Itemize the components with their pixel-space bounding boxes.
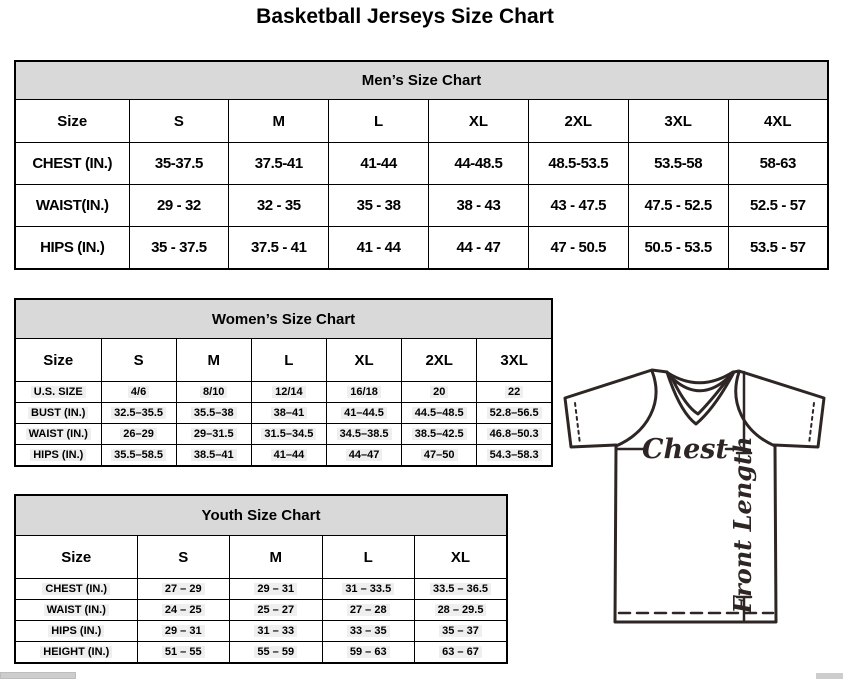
table-row (15, 382, 552, 403)
size-value-cell-text: 37.5 - 41 (250, 239, 307, 256)
row-label-text: WAIST (IN.) (26, 428, 91, 440)
size-value-cell (326, 445, 401, 467)
womens-size-table (14, 298, 553, 467)
chest-label: Chest (642, 434, 728, 465)
size-value-cell-text: 55 – 59 (254, 646, 297, 658)
womens-size-chart-section (14, 298, 553, 467)
size-value-cell (528, 227, 628, 270)
section-title (15, 495, 507, 536)
size-value-cell-text: 52.5 - 57 (749, 197, 806, 214)
table-row (15, 642, 507, 664)
size-value-cell (429, 185, 529, 227)
size-value-cell (329, 143, 429, 185)
size-value-cell (176, 424, 251, 445)
column-header (728, 100, 828, 143)
size-value-cell-text: 63 – 67 (439, 646, 482, 658)
column-header (176, 339, 251, 382)
size-value-cell (329, 185, 429, 227)
size-value-cell (230, 642, 323, 664)
size-value-cell-text: 44.5–48.5 (412, 407, 467, 419)
size-value-cell (137, 600, 230, 621)
size-value-cell (129, 143, 229, 185)
column-header (628, 100, 728, 143)
size-value-cell (137, 642, 230, 664)
table-row (15, 600, 507, 621)
size-value-cell (477, 382, 552, 403)
size-value-cell (628, 227, 728, 270)
size-value-cell-text: 35 – 37 (439, 625, 482, 637)
column-header (230, 536, 323, 579)
size-value-cell-text: 26–29 (120, 428, 157, 440)
size-value-cell-text: 34.5–38.5 (337, 428, 392, 440)
size-value-cell-text: 50.5 - 53.5 (644, 239, 712, 256)
size-value-cell (477, 403, 552, 424)
size-value-cell (628, 143, 728, 185)
size-value-cell (229, 185, 329, 227)
size-value-cell (137, 579, 230, 600)
horizontal-scrollbar-thumb[interactable] (0, 672, 76, 679)
size-value-cell-text: 33.5 – 36.5 (430, 583, 491, 595)
size-value-cell (326, 424, 401, 445)
column-header (101, 339, 176, 382)
size-value-cell (101, 382, 176, 403)
size-value-cell-text: 35.5–58.5 (111, 449, 166, 461)
column-header (15, 100, 129, 143)
column-header-text: 2XL (425, 351, 453, 369)
size-value-cell-text: 22 (505, 386, 523, 398)
size-value-cell-text: 54.3–58.3 (487, 449, 542, 461)
column-header-text: M (272, 112, 286, 130)
mens-size-chart-section (14, 60, 829, 270)
size-value-cell-text: 28 – 29.5 (435, 604, 487, 616)
column-header (415, 536, 508, 579)
size-value-cell-text: 32.5–35.5 (111, 407, 166, 419)
size-value-cell-text: 8/10 (200, 386, 227, 398)
row-label (15, 185, 129, 227)
front-length-label: Front Length (728, 436, 757, 614)
size-value-cell (415, 600, 508, 621)
size-value-cell (415, 642, 508, 664)
table-row (15, 403, 552, 424)
size-value-cell-text: 29 – 31 (162, 625, 205, 637)
size-value-cell (230, 600, 323, 621)
table-row (15, 143, 828, 185)
size-value-cell (402, 424, 477, 445)
size-value-cell-text: 59 – 63 (347, 646, 390, 658)
column-header-text: M (207, 351, 220, 369)
column-header (326, 339, 401, 382)
size-value-cell-text: 31 – 33 (254, 625, 297, 637)
size-value-cell (322, 621, 415, 642)
size-value-cell (415, 579, 508, 600)
size-value-cell-text: 35.5–38 (191, 407, 237, 419)
row-label (15, 227, 129, 270)
row-label-text: WAIST (IN.) (44, 604, 109, 616)
row-label-text: HEIGHT (IN.) (40, 646, 112, 658)
column-header (402, 339, 477, 382)
row-label-text: CHEST (IN.) (42, 583, 110, 595)
size-value-cell (229, 227, 329, 270)
column-header-text: L (363, 548, 373, 566)
row-label (15, 382, 101, 403)
size-value-cell-text: 16/18 (347, 386, 381, 398)
section-title (15, 61, 828, 100)
row-label (15, 424, 101, 445)
column-header-text: S (173, 112, 184, 130)
column-header-text: Size (57, 112, 88, 130)
size-value-cell (528, 185, 628, 227)
column-header-text: Size (43, 351, 74, 369)
column-header (15, 536, 137, 579)
row-label-text: HIPS (IN.) (48, 625, 104, 637)
horizontal-scrollbar-corner[interactable] (816, 673, 843, 679)
youth-size-table (14, 494, 508, 664)
table-row (15, 445, 552, 467)
column-header-text: XL (354, 351, 374, 369)
size-value-cell (728, 227, 828, 270)
size-value-cell-text: 47.5 - 52.5 (644, 197, 712, 214)
size-value-cell-text: 35 - 38 (356, 197, 401, 214)
size-value-cell (528, 143, 628, 185)
size-value-cell (728, 143, 828, 185)
size-value-cell-text: 38.5–41 (191, 449, 237, 461)
size-value-cell (176, 403, 251, 424)
size-value-cell (251, 382, 326, 403)
column-header (329, 100, 429, 143)
size-value-cell-text: 35-37.5 (154, 155, 203, 172)
column-header-text: 3XL (664, 112, 692, 130)
row-label-text: HIPS (IN.) (40, 239, 105, 256)
table-row (15, 579, 507, 600)
size-value-cell-text: 38.5–42.5 (412, 428, 467, 440)
column-header-text: Size (61, 548, 92, 566)
size-header-row (15, 100, 828, 143)
column-header (251, 339, 326, 382)
size-value-cell (322, 600, 415, 621)
column-header-text: S (133, 351, 144, 369)
row-label-text: HIPS (IN.) (30, 449, 86, 461)
size-value-cell (402, 445, 477, 467)
row-label-text: U.S. SIZE (31, 386, 86, 398)
section-title-text: Youth Size Chart (201, 507, 321, 524)
row-label (15, 403, 101, 424)
size-value-cell (101, 445, 176, 467)
row-label-text: BUST (IN.) (28, 407, 88, 419)
section-title-row (15, 299, 552, 339)
size-value-cell (402, 382, 477, 403)
size-value-cell (326, 403, 401, 424)
table-row (15, 424, 552, 445)
section-title-row (15, 61, 828, 100)
table-row (15, 185, 828, 227)
column-header-text: L (284, 351, 294, 369)
size-value-cell (402, 403, 477, 424)
size-value-cell (101, 424, 176, 445)
size-value-cell (230, 621, 323, 642)
size-value-cell (628, 185, 728, 227)
table-row (15, 227, 828, 270)
size-value-cell-text: 37.5-41 (254, 155, 303, 172)
section-title (15, 299, 552, 339)
size-value-cell-text: 53.5-58 (654, 155, 703, 172)
section-title-row (15, 495, 507, 536)
size-value-cell-text: 41 - 44 (356, 239, 401, 256)
size-value-cell-text: 24 – 25 (162, 604, 205, 616)
size-value-cell (322, 579, 415, 600)
size-value-cell (129, 185, 229, 227)
column-header (15, 339, 101, 382)
column-header (528, 100, 628, 143)
size-value-cell-text: 44-48.5 (454, 155, 503, 172)
page-title: Basketball Jerseys Size Chart (256, 5, 554, 28)
size-value-cell-text: 29 – 31 (254, 583, 297, 595)
size-value-cell-text: 48.5-53.5 (548, 155, 609, 172)
size-value-cell-text: 51 – 55 (162, 646, 205, 658)
size-header-row (15, 339, 552, 382)
size-value-cell-text: 47–50 (421, 449, 458, 461)
jersey-right-cuff-dashed-line (809, 403, 814, 444)
size-value-cell (429, 227, 529, 270)
column-header (129, 100, 229, 143)
size-value-cell-text: 38 - 43 (456, 197, 501, 214)
column-header (322, 536, 415, 579)
size-value-cell-text: 33 – 35 (347, 625, 390, 637)
column-header-text: S (178, 548, 189, 566)
table-row (15, 621, 507, 642)
size-value-cell-text: 20 (430, 386, 448, 398)
size-value-cell-text: 58-63 (759, 155, 796, 172)
size-value-cell (322, 642, 415, 664)
column-header (137, 536, 230, 579)
size-value-cell-text: 44–47 (346, 449, 383, 461)
column-header-text: 4XL (764, 112, 792, 130)
column-header-text: 2XL (564, 112, 593, 130)
size-value-cell-text: 31.5–34.5 (261, 428, 316, 440)
size-value-cell (477, 424, 552, 445)
size-value-cell (176, 382, 251, 403)
size-value-cell (477, 445, 552, 467)
size-value-cell-text: 38–41 (271, 407, 308, 419)
size-value-cell (415, 621, 508, 642)
size-value-cell-text: 32 - 35 (256, 197, 301, 214)
column-header-text: XL (468, 112, 489, 130)
size-value-cell-text: 46.8–50.3 (487, 428, 542, 440)
size-value-cell-text: 35 - 37.5 (151, 239, 207, 256)
column-header-text: M (269, 548, 282, 566)
section-title-text: Men’s Size Chart (361, 72, 482, 89)
column-header-text: 3XL (500, 351, 528, 369)
size-value-cell-text: 29–31.5 (191, 428, 237, 440)
size-value-cell-text: 4/6 (128, 386, 149, 398)
column-header (429, 100, 529, 143)
row-label (15, 579, 137, 600)
size-value-cell (129, 227, 229, 270)
jersey-right-sleeve-outline (734, 371, 824, 447)
youth-size-chart-section (14, 494, 508, 664)
size-value-cell (101, 403, 176, 424)
column-header (477, 339, 552, 382)
size-value-cell-text: 43 - 47.5 (550, 197, 607, 214)
row-label-text: WAIST(IN.) (35, 197, 109, 214)
size-value-cell (728, 185, 828, 227)
size-value-cell-text: 41–44.5 (341, 407, 387, 419)
row-label (15, 642, 137, 664)
row-label (15, 445, 101, 467)
size-value-cell (329, 227, 429, 270)
jersey-measurement-diagram (552, 350, 837, 635)
size-value-cell-text: 27 – 28 (347, 604, 390, 616)
size-value-cell (326, 382, 401, 403)
size-value-cell-text: 27 – 29 (162, 583, 205, 595)
size-value-cell (251, 403, 326, 424)
size-value-cell-text: 47 - 50.5 (550, 239, 607, 256)
size-value-cell-text: 52.8–56.5 (487, 407, 542, 419)
size-value-cell (429, 143, 529, 185)
column-header-text: L (374, 112, 384, 130)
jersey-right-armhole-seam (736, 372, 775, 446)
size-value-cell (251, 445, 326, 467)
size-value-cell-text: 25 – 27 (254, 604, 297, 616)
row-label (15, 143, 129, 185)
size-value-cell-text: 12/14 (272, 386, 306, 398)
row-label (15, 621, 137, 642)
size-value-cell (229, 143, 329, 185)
size-value-cell-text: 41-44 (360, 155, 397, 172)
column-header (229, 100, 329, 143)
section-title-text: Women’s Size Chart (211, 310, 356, 328)
row-label (15, 600, 137, 621)
size-value-cell-text: 31 – 33.5 (342, 583, 394, 595)
column-header-text: XL (450, 548, 471, 566)
jersey-left-cuff-dashed-line (575, 403, 580, 444)
size-value-cell-text: 53.5 - 57 (749, 239, 806, 256)
row-label-text: CHEST (IN.) (32, 155, 113, 172)
mens-size-table (14, 60, 829, 270)
size-value-cell (176, 445, 251, 467)
size-value-cell (230, 579, 323, 600)
size-value-cell-text: 29 - 32 (156, 197, 201, 214)
size-value-cell-text: 41–44 (271, 449, 308, 461)
size-value-cell (251, 424, 326, 445)
size-value-cell (137, 621, 230, 642)
size-header-row (15, 536, 507, 579)
size-value-cell-text: 44 - 47 (456, 239, 501, 256)
